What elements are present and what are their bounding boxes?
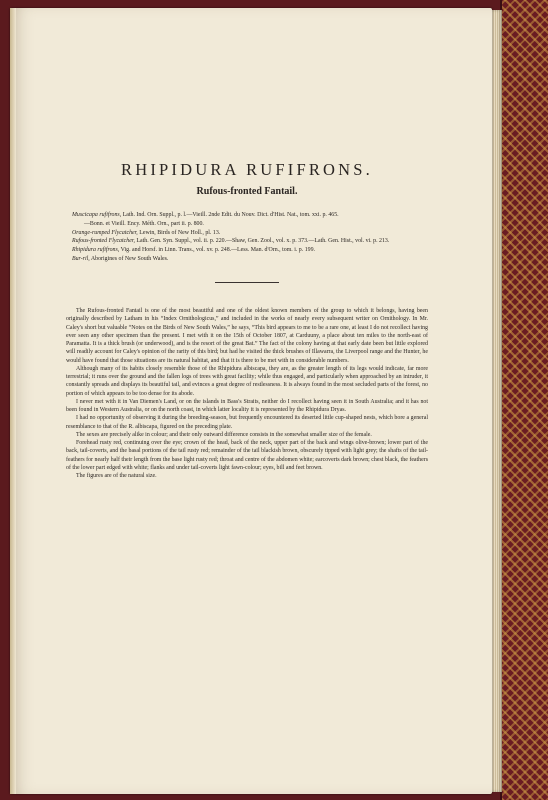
synonym-text: —Bonn. et Vieill. Ency. Méth. Orn., part ii. p. 800. [84,220,204,227]
book-page [10,8,492,794]
paragraph: Forehead rusty red, continuing over the eye; crown of the head, back of the neck, upper part of the back and wings olive-brown; lower part of the back, tail-coverts, and the basal portions of the tail rusty red; remainder of the tail blackish brown, obscurely tipped with light grey; the shafts of the tail-feathers for nearly half their length from the base light rusty red; throat and centre of the abdomen white; earcoverts dark brown; chest black, the feathers of the lower part edged with white; flanks and under tail-coverts light fawn-colour; eyes, bill and feet brown. [66,440,428,471]
paragraph: The sexes are precisely alike in colour; and their only outward difference consists in the somewhat smaller size of the female. [76,431,372,438]
decorative-cover-edge [500,0,548,800]
paragraph: The figures are of the natural size. [76,473,157,480]
synonym-text: Aborigines of New South Wales. [90,255,169,262]
synonym-text: Vig. and Horsf. in Linn. Trans., vol. xv. p. 248.—Less. Man. d'Orn., tom. i. p. 199. [120,247,316,254]
synonymy-entry [66,246,428,254]
synonym-name: Rufous-fronted Flycatcher, [72,238,135,245]
synonym-name: Bur-ril, [72,255,90,262]
section-divider [215,282,279,283]
synonym-name: Muscicapa rufifrons, [72,212,122,218]
paragraph: I never met with it in Van Diemen's Land, or on the islands in Bass's Straits, neither do I recollect having seen it in South Australia; and it has not been found in Western Australia, or on the north coast, in which latter locality it is represented by the Rhipidura Dryas. [66,398,428,414]
paragraph: I had no opportunity of observing it during the breeding-season, but frequently encountered its deserted little cup-shaped nests, which bore a general resemblance to that of the R. albiscapa, figured on the preceding plate. [66,415,428,430]
synonym-text: Lath. Ind. Orn. Suppl., p. l.—Vieill. 2nde Edit. du Nouv. Dict. d'Hist. Nat., tom. xxi. p. 465. [122,212,339,218]
synonymy-entry [66,220,428,228]
paragraph: The Rufous-fronted Fantail is one of the most beautiful and one of the oldest known members of the group to which it belongs, having been originally described by Latham in his “Index Ornithologicus,” and included in the works of nearly every subsequent writer on Ornithology. In Mr. Caley's short but valuable “Notes on the Birds of New South Wales,” he says, “This bird appears to me to be a rare one, at least I do not recollect having ever seen any other specimen than the present. I met with it on the 15th of October 1807, at Carduuny, a place about ten miles to the north-east of Paramatta. It is a thick brush (or underwood), and is the resort of the great Bat.” The fact of the colony having at that early date been but little explored will readily account for Caley's opinion of the rarity of this bird; but had he visited the thick brushes of Illawarra, the Liverpool range and the Hunter, he would have found that those situations are its natural habitat, and that it is there to be met with in considerable numbers. [66,308,428,364]
synonymy-list [66,211,428,263]
paragraph: Although many of its habits closely resemble those of the Rhipidura albiscapa, they are, as the greater length of its legs would indicate, far more terrestrial; it runs over the ground and the fallen logs of trees with great facility; while thus engaged, and particularly when approached by an intruder, it constantly spreads and displays its beautiful tail, and evinces a great degree of restlessness. It is always found in the most secluded parts of the forest, no portion of which appears to be too dense for its abode. [66,365,428,397]
page-content [66,160,428,480]
synonymy-entry [66,255,428,263]
page-subtitle: Rufous-fronted Fantail. [196,186,298,197]
body-text [66,307,428,480]
synonym-text: Lath. Gen. Syn. Suppl., vol. ii. p. 220.—Shaw, Gen. Zool., vol. x. p. 373.—Lath. Gen. Hist., vol. vi. p. 213. [136,238,390,245]
synonym-name: Orange-rumped Flycatcher, [72,229,138,236]
synonym-text: Lewin, Birds of New Holl., pl. 13. [139,229,221,236]
synonymy-entry [66,229,428,237]
page-gutter [10,8,16,794]
synonymy-entry [66,211,428,219]
synonym-name: Rhipidura rufifrons, [72,247,120,254]
page-title: RHIPIDURA RUFIFRONS. [121,160,373,179]
synonymy-entry [66,237,428,245]
